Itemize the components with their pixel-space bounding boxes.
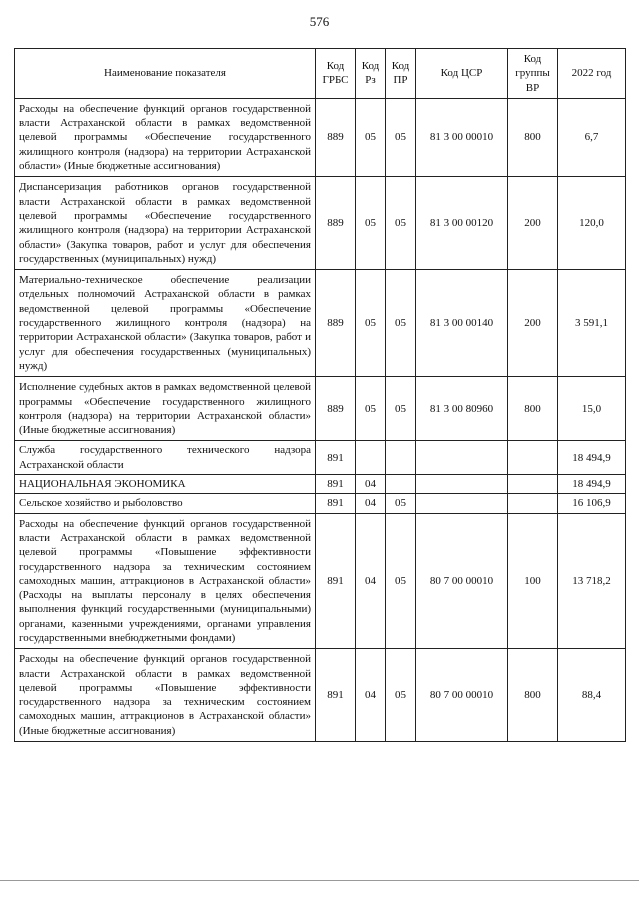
row-pr <box>386 475 416 494</box>
row-grbs: 889 <box>316 177 356 270</box>
row-csr: 81 3 00 00010 <box>416 98 508 176</box>
row-csr: 80 7 00 00010 <box>416 649 508 742</box>
row-name: Диспансеризация работников органов государственной власти Астраханской области в рамках ведомственной целевой программы «Обеспечение государственного жилищного контроля (надзора) на территории Астраханской области» (Закупка товаров, работ и услуг для обеспечения государственных (муниципальных) нужд) <box>15 177 316 270</box>
row-vr: 100 <box>508 513 558 649</box>
table-row <box>15 494 626 513</box>
row-name: Расходы на обеспечение функций органов государственной власти Астраханской области в рамках ведомственной целевой программы «Повышение эффективности государственного надзора за техническим состоянием самоходных машин, аттракционов в Астраханской области» (Расходы на выплаты персоналу в целях обеспечения выполнения функций государственными (муниципальными) органами, казенными учреждениями, органами управления государственными внебюджетными фондами) <box>15 513 316 649</box>
row-pr: 05 <box>386 377 416 441</box>
row-amount: 88,4 <box>558 649 626 742</box>
row-rz: 04 <box>356 513 386 649</box>
row-vr: 800 <box>508 649 558 742</box>
page-number: 576 <box>309 14 330 29</box>
row-csr: 81 3 00 00120 <box>416 177 508 270</box>
row-pr: 05 <box>386 513 416 649</box>
row-vr <box>508 494 558 513</box>
header-rz: Код Рз <box>356 49 386 99</box>
table-row <box>15 649 626 742</box>
row-amount: 6,7 <box>558 98 626 176</box>
table-row <box>15 475 626 494</box>
row-rz: 05 <box>356 177 386 270</box>
row-name: Исполнение судебных актов в рамках ведомственной целевой программы «Обеспечение государственного жилищного контроля (надзора) на территории Астраханской области» (Иные бюджетные ассигнования) <box>15 377 316 441</box>
row-pr: 05 <box>386 177 416 270</box>
row-amount: 18 494,9 <box>558 475 626 494</box>
row-rz: 04 <box>356 494 386 513</box>
row-amount: 16 106,9 <box>558 494 626 513</box>
row-amount: 13 718,2 <box>558 513 626 649</box>
row-grbs: 891 <box>316 494 356 513</box>
row-pr: 05 <box>386 98 416 176</box>
row-rz: 04 <box>356 649 386 742</box>
row-pr: 05 <box>386 494 416 513</box>
row-amount: 18 494,9 <box>558 441 626 475</box>
row-csr <box>416 475 508 494</box>
header-csr: Код ЦСР <box>416 49 508 99</box>
row-grbs: 889 <box>316 270 356 377</box>
footer-divider <box>0 880 639 881</box>
row-vr: 800 <box>508 377 558 441</box>
row-name: Служба государственного технического надзора Астраханской области <box>15 441 316 475</box>
table-row <box>15 177 626 270</box>
row-pr: 05 <box>386 649 416 742</box>
row-name: НАЦИОНАЛЬНАЯ ЭКОНОМИКА <box>15 475 316 494</box>
row-grbs: 891 <box>316 649 356 742</box>
row-name: Сельское хозяйство и рыболовство <box>15 494 316 513</box>
row-csr: 80 7 00 00010 <box>416 513 508 649</box>
row-vr <box>508 475 558 494</box>
row-vr: 200 <box>508 177 558 270</box>
row-vr <box>508 441 558 475</box>
table-row <box>15 377 626 441</box>
table-row <box>15 270 626 377</box>
row-csr: 81 3 00 00140 <box>416 270 508 377</box>
row-amount: 15,0 <box>558 377 626 441</box>
row-grbs: 891 <box>316 513 356 649</box>
header-pr: Код ПР <box>386 49 416 99</box>
row-vr: 800 <box>508 98 558 176</box>
row-amount: 3 591,1 <box>558 270 626 377</box>
budget-table <box>14 48 626 742</box>
row-grbs: 891 <box>316 475 356 494</box>
row-name: Расходы на обеспечение функций органов государственной власти Астраханской области в рамках ведомственной целевой программы «Повышение эффективности государственного надзора за техническим состоянием самоходных машин, аттракционов в Астраханской области» (Иные бюджетные ассигнования) <box>15 649 316 742</box>
row-name: Материально-техническое обеспечение реализации отдельных полномочий Астраханской области в рамках ведомственной целевой программы «Обеспечение государственного жилищного контроля (надзора) на территории Астраханской области» (Закупка товаров, работ и услуг для обеспечения государственных (муниципальных) нужд) <box>15 270 316 377</box>
row-grbs: 889 <box>316 98 356 176</box>
table-row <box>15 98 626 176</box>
row-name: Расходы на обеспечение функций органов государственной власти Астраханской области в рамках ведомственной целевой программы «Обеспечение государственного жилищного контроля (надзора) на территории Астраханской области» (Иные бюджетные ассигнования) <box>15 98 316 176</box>
table-header-row <box>15 49 626 99</box>
header-year: 2022 год <box>558 49 626 99</box>
row-rz <box>356 441 386 475</box>
table-container <box>14 48 625 742</box>
row-vr: 200 <box>508 270 558 377</box>
row-amount: 120,0 <box>558 177 626 270</box>
row-csr <box>416 494 508 513</box>
row-rz: 05 <box>356 98 386 176</box>
row-rz: 05 <box>356 377 386 441</box>
row-rz: 05 <box>356 270 386 377</box>
row-grbs: 891 <box>316 441 356 475</box>
row-rz: 04 <box>356 475 386 494</box>
header-grbs: Код ГРБС <box>316 49 356 99</box>
header-name: Наименование показателя <box>15 49 316 99</box>
row-pr <box>386 441 416 475</box>
table-row <box>15 441 626 475</box>
row-csr <box>416 441 508 475</box>
header-vr: Код группы ВР <box>508 49 558 99</box>
table-row <box>15 513 626 649</box>
row-pr: 05 <box>386 270 416 377</box>
row-grbs: 889 <box>316 377 356 441</box>
row-csr: 81 3 00 80960 <box>416 377 508 441</box>
